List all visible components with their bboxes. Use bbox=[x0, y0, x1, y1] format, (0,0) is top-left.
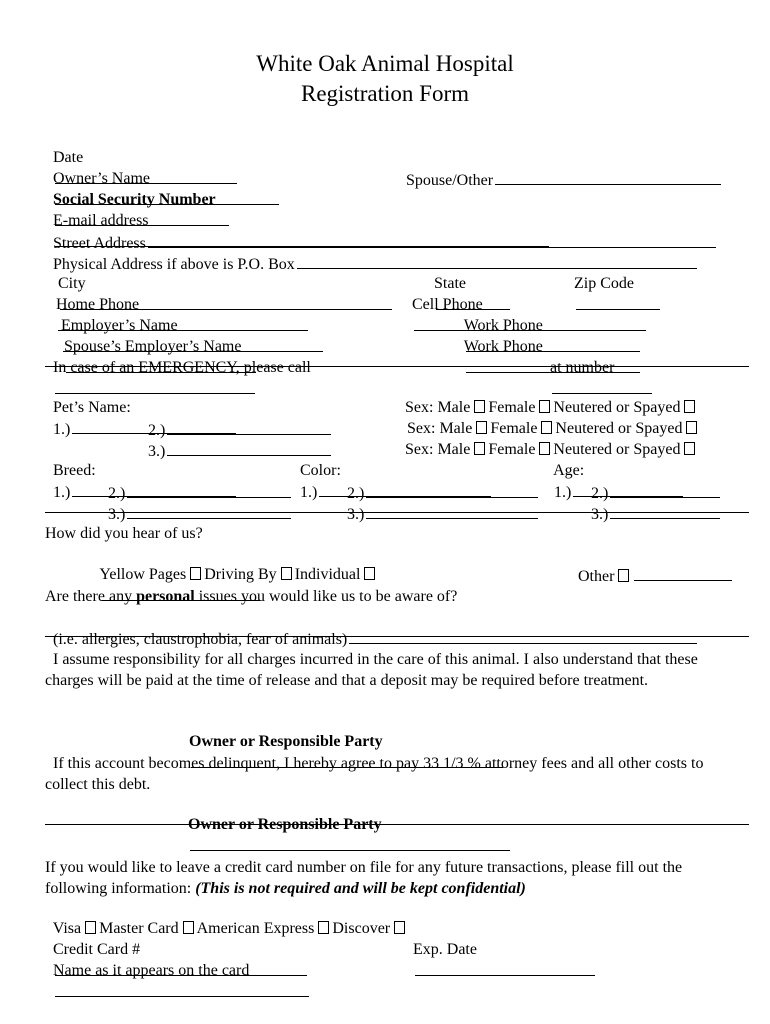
age-number-2: 2.) bbox=[591, 485, 609, 502]
name-on-card-field[interactable] bbox=[55, 981, 309, 997]
breed-number-1: 1.) bbox=[53, 484, 71, 501]
pet-number-3: 3.) bbox=[148, 443, 166, 460]
section-divider bbox=[45, 512, 749, 513]
mastercard-label: Master Card bbox=[99, 920, 179, 937]
other-row bbox=[570, 545, 734, 587]
neutered-label: Neutered or Spayed bbox=[555, 420, 683, 437]
email-label: E-mail address bbox=[53, 212, 149, 229]
color-row-3 bbox=[339, 483, 540, 525]
name-on-card-label: Name as it appears on the card bbox=[53, 962, 250, 979]
physical-label: Physical Address if above is P.O. Box bbox=[53, 256, 295, 273]
color-label: Color: bbox=[300, 462, 341, 479]
issues-question-emphasis: personal bbox=[136, 588, 195, 605]
age-label: Age: bbox=[553, 462, 585, 479]
issues-question bbox=[45, 587, 457, 607]
owner-name-label: Owner’s Name bbox=[53, 170, 151, 187]
individual-checkbox[interactable] bbox=[364, 567, 375, 580]
exp-date-field[interactable] bbox=[415, 960, 595, 976]
sex-male-label: Sex: Male bbox=[405, 441, 471, 458]
responsibility-signature-label: Owner or Responsible Party bbox=[189, 733, 383, 750]
emergency-label: In case of an EMERGENCY, please call bbox=[53, 359, 311, 376]
date-label: Date bbox=[53, 149, 84, 166]
female-label: Female bbox=[490, 420, 538, 437]
visa-label: Visa bbox=[52, 920, 82, 937]
employer-label: Employer’s Name bbox=[61, 317, 178, 334]
breed-number-2: 2.) bbox=[108, 485, 126, 502]
driving-by-label: Driving By bbox=[204, 566, 277, 583]
delinquent-signature-row bbox=[180, 795, 512, 857]
neutered-checkbox-3[interactable] bbox=[684, 442, 695, 455]
responsibility-text: I assume responsibility for all charges incurred in the care of this animal. I also understand that these charges will be paid at the time of release and that a deposit may be required before treatment. bbox=[45, 651, 698, 689]
color-number-1: 1.) bbox=[300, 484, 318, 501]
neutered-label: Neutered or Spayed bbox=[553, 441, 681, 458]
individual-label: Individual bbox=[294, 566, 361, 583]
sex-male-label: Sex: Male bbox=[405, 399, 471, 416]
color-number-3: 3.) bbox=[347, 506, 365, 523]
neutered-label: Neutered or Spayed bbox=[553, 399, 681, 416]
other-checkbox[interactable] bbox=[618, 569, 629, 582]
breed-label: Breed: bbox=[53, 462, 96, 479]
spouse-label: Spouse/Other bbox=[406, 172, 494, 189]
issues-example-row bbox=[45, 608, 699, 650]
amex-label: American Express bbox=[196, 920, 315, 937]
city-label: City bbox=[58, 275, 86, 292]
age-field-3[interactable] bbox=[610, 503, 720, 519]
color-field-3[interactable] bbox=[366, 503, 538, 519]
issues-question-text-end: issues you would like us to be aware of? bbox=[194, 588, 458, 605]
referral-question: How did you hear of us? bbox=[45, 525, 203, 542]
credit-intro-text: If you would like to leave a credit card number on file for any future transactions, please fill out the following information: bbox=[45, 859, 683, 897]
yellow-pages-checkbox[interactable] bbox=[190, 567, 201, 580]
breed-number-3: 3.) bbox=[108, 506, 126, 523]
pet-number-2: 2.) bbox=[148, 422, 166, 439]
other-field[interactable] bbox=[634, 565, 732, 581]
delinquent-signature-field[interactable] bbox=[190, 835, 510, 851]
ssn-label: Social Security Number bbox=[53, 191, 216, 208]
yellow-pages-label: Yellow Pages bbox=[99, 566, 187, 583]
work-phone-label: Work Phone bbox=[463, 317, 543, 334]
cell-phone-label: Cell Phone bbox=[412, 296, 483, 313]
exp-date-label: Exp. Date bbox=[413, 941, 477, 958]
discover-checkbox[interactable] bbox=[394, 921, 405, 934]
female-label: Female bbox=[488, 399, 536, 416]
pet-number-1: 1.) bbox=[53, 421, 71, 438]
sex-male-label: Sex: Male bbox=[407, 420, 473, 437]
breed-row-3 bbox=[100, 483, 293, 525]
spouse-employer-label: Spouse’s Employer’s Name bbox=[64, 338, 242, 355]
credit-intro bbox=[45, 857, 735, 899]
spouse-row bbox=[398, 149, 723, 191]
home-phone-label: Home Phone bbox=[56, 296, 140, 313]
section-divider bbox=[45, 636, 749, 637]
work-phone2-label: Work Phone bbox=[463, 338, 543, 355]
issues-question-text: Are there any bbox=[45, 588, 137, 605]
discover-label: Discover bbox=[332, 920, 391, 937]
age-number-1: 1.) bbox=[554, 484, 572, 501]
page-subtitle: Registration Form bbox=[300, 81, 470, 106]
issues-example: (i.e. allergies, claustrophobia, fear of animals) bbox=[53, 631, 348, 648]
driving-by-checkbox[interactable] bbox=[281, 567, 292, 580]
female-label: Female bbox=[488, 441, 536, 458]
card-number-label: Credit Card # bbox=[53, 941, 141, 958]
age-number-3: 3.) bbox=[591, 506, 609, 523]
name-on-card-row bbox=[45, 941, 311, 1003]
section-divider bbox=[45, 366, 749, 367]
breed-field-3[interactable] bbox=[127, 503, 291, 519]
exp-date-row bbox=[405, 920, 597, 982]
amex-checkbox[interactable] bbox=[318, 921, 329, 934]
credit-confidential-note: (This is not required and will be kept confidential) bbox=[195, 880, 526, 897]
pets-name-label: Pet’s Name: bbox=[53, 399, 131, 416]
page-title: White Oak Animal Hospital bbox=[256, 51, 514, 76]
street-label: Street Address bbox=[53, 235, 146, 252]
at-number-label: at number bbox=[550, 359, 615, 376]
delinquent-signature-label: Owner or Responsible Party bbox=[188, 816, 382, 833]
zip-label: Zip Code bbox=[574, 275, 634, 292]
other-label: Other bbox=[578, 568, 615, 585]
spouse-field[interactable] bbox=[495, 169, 721, 185]
delinquent-text: If this account becomes delinquent, I hereby agree to pay 33 1/3 % attorney fees and all other costs to collect this debt. bbox=[45, 755, 704, 793]
section-divider bbox=[45, 824, 749, 825]
state-label: State bbox=[434, 275, 466, 292]
color-number-2: 2.) bbox=[347, 485, 365, 502]
age-row-3 bbox=[583, 483, 722, 525]
